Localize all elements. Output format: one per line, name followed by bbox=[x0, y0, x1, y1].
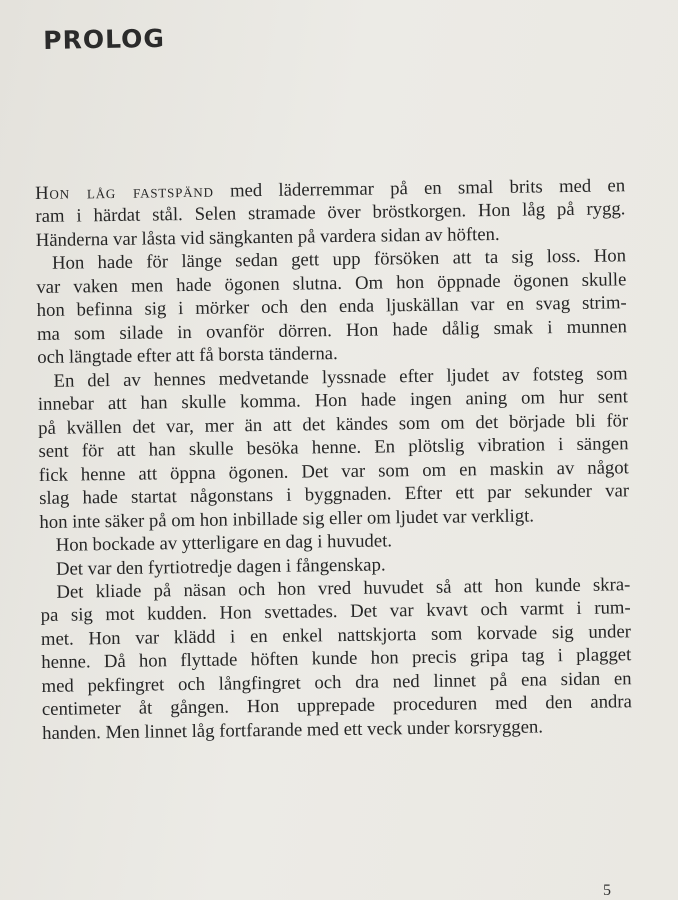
text-line: innebar att han skulle komma. Hon hade ingen aning om hur sent bbox=[37, 386, 629, 416]
lead-in-small-caps: Hon låg fastspänd bbox=[35, 180, 214, 204]
text-line: var vaken men hade ögonen slutna. Om hon öppnade ögonen skulle bbox=[36, 269, 627, 298]
text-line: slag hade startat någonstans i byggnaden. Efter ett par sekunder var bbox=[39, 480, 630, 510]
page-number: 5 bbox=[603, 882, 611, 899]
text-line: Hon låg fastspänd med läderremmar på en smal brits med en bbox=[35, 175, 626, 204]
text-line: ma som silade in ovanför dörren. Hon hade dålig smak i munnen bbox=[36, 316, 628, 345]
body-text bbox=[35, 174, 632, 745]
text-line: och längtade efter att få borsta tänderna. bbox=[37, 343, 338, 369]
text-line: sent för att han skulle besöka henne. En plötslig vibration i sängen bbox=[38, 433, 629, 463]
text-line: på kvällen det var, mer än att det kändes som om det började bli för bbox=[38, 409, 629, 439]
text-line: Hon bockade av ytterligare en dag i huvudet. bbox=[55, 530, 393, 556]
text-line: centimeter åt gången. Hon upprepade proceduren med den andra bbox=[41, 691, 632, 721]
text-line: Det kliade på näsan och hon vred huvudet så att hon kunde skra- bbox=[56, 574, 631, 603]
text-line: pa sig mot kudden. Hon svettades. Det var kvavt och varmt i rum- bbox=[40, 597, 631, 627]
text-line: hon befinna sig i mörker och den enda ljuskällan var en svag strim- bbox=[36, 292, 627, 322]
text-line: Händerna var låsta vid sängkanten på vardera sidan av höften. bbox=[35, 223, 500, 251]
chapter-title: PROLOG bbox=[43, 23, 166, 55]
text-line: Det var den fyrtiotredje dagen i fångenskap. bbox=[55, 553, 386, 580]
text-line: hon inte säker på om hon inbillade sig eller om ljudet var verkligt. bbox=[39, 505, 535, 533]
text-line: med pekfingret och långfingret och dra ned linnet på ena sidan en bbox=[41, 668, 632, 697]
text-line: fick henne att öppna ögonen. Det var som om en maskin av något bbox=[38, 456, 629, 486]
text-line: ram i härdat stål. Selen stramade över bröstkorgen. Hon låg på rygg. bbox=[35, 198, 626, 228]
text-line: Hon hade för länge sedan gett upp försöken att ta sig loss. Hon bbox=[51, 245, 627, 275]
text-line: henne. Då hon flyttade höften kunde hon precis gripa tag i plagget bbox=[41, 644, 632, 674]
text-line: handen. Men linnet låg fortfarande med ett veck under korsryggen. bbox=[42, 716, 544, 744]
text-line: met. Hon var klädd i en enkel nattskjorta som korvade sig under bbox=[40, 621, 632, 650]
text-line: En del av hennes medvetande lyssnade efter ljudet av fotsteg som bbox=[53, 363, 628, 392]
